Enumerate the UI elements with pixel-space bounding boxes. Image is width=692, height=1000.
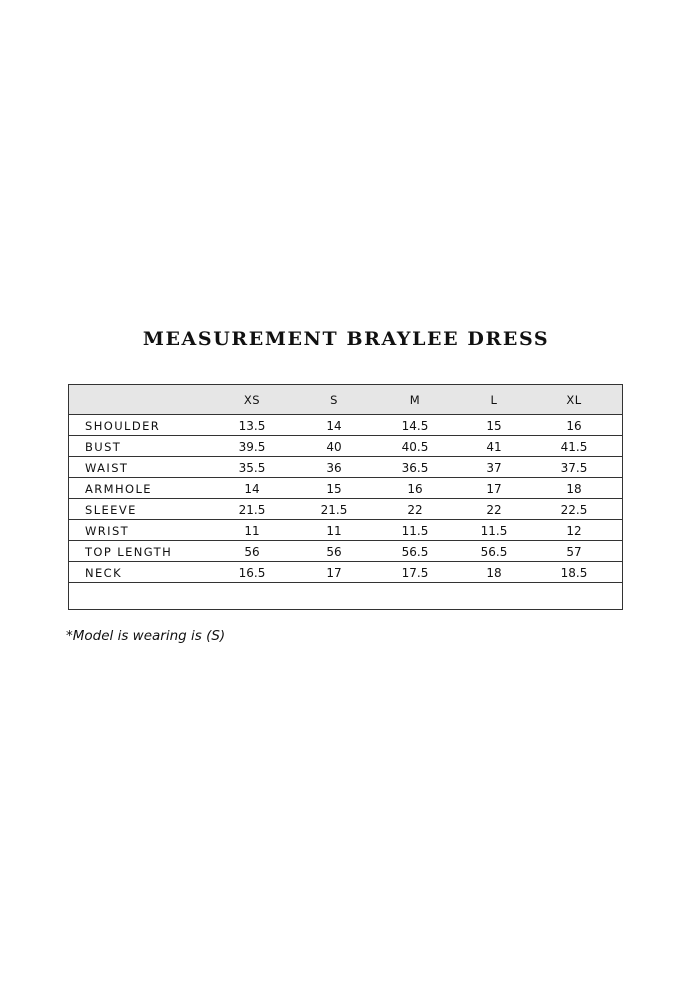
table-cell: 40 [326, 440, 342, 454]
table-cell: 40.5 [401, 440, 429, 454]
table-cell: 17.5 [401, 566, 429, 580]
table-cell: 15 [486, 419, 502, 433]
row-label: SHOULDER [85, 419, 161, 433]
row-label: WRIST [85, 524, 130, 538]
table-cell: 56.5 [401, 545, 429, 559]
table-cell: 21.5 [320, 503, 348, 517]
row-label: BUST [85, 440, 122, 454]
table-cell: 16 [407, 482, 423, 496]
table-cell: 21.5 [238, 503, 266, 517]
table-cell: 14 [244, 482, 260, 496]
table-cell: 17 [486, 482, 502, 496]
column-header-l: L [490, 393, 498, 407]
table-cell: 16.5 [238, 566, 266, 580]
table-cell: 11.5 [480, 524, 508, 538]
row-label: TOP LENGTH [85, 545, 173, 559]
table-cell: 39.5 [238, 440, 266, 454]
column-header-xs: XS [243, 393, 261, 407]
table-cell: 22.5 [560, 503, 588, 517]
table-cell: 37.5 [560, 461, 588, 475]
table-cell: 35.5 [238, 461, 266, 475]
table-row-shoulder [69, 415, 622, 436]
size-chart-table [68, 384, 623, 610]
table-cell: 16 [566, 419, 582, 433]
model-size-note: *Model is wearing is (S) [66, 628, 226, 644]
row-label: WAIST [85, 461, 129, 475]
table-row-waist [69, 457, 622, 478]
table-cell: 18.5 [560, 566, 588, 580]
table-header-row [69, 385, 622, 415]
table-cell: 56.5 [480, 545, 508, 559]
table-cell: 11.5 [401, 524, 429, 538]
table-row-sleeve [69, 499, 622, 520]
table-cell: 57 [566, 545, 582, 559]
table-cell: 17 [326, 566, 342, 580]
table-cell: 56 [326, 545, 342, 559]
table-cell: 14.5 [401, 419, 429, 433]
table-row-top-length [69, 541, 622, 562]
column-header-s: S [330, 393, 338, 407]
table-cell: 36 [326, 461, 342, 475]
column-header-xl: XL [566, 393, 582, 407]
table-cell: 56 [244, 545, 260, 559]
table-row-wrist [69, 520, 622, 541]
table-cell: 11 [326, 524, 342, 538]
table-cell: 18 [566, 482, 582, 496]
table-cell: 14 [326, 419, 342, 433]
row-label: SLEEVE [85, 503, 137, 517]
table-row-neck [69, 562, 622, 583]
table-row-bust [69, 436, 622, 457]
table-cell: 12 [566, 524, 582, 538]
table-cell: 11 [244, 524, 260, 538]
table-cell: 37 [486, 461, 502, 475]
table-cell: 22 [407, 503, 423, 517]
page-title: MEASUREMENT BRAYLEE DRESS [142, 328, 550, 350]
table-cell: 15 [326, 482, 342, 496]
row-label: NECK [85, 566, 123, 580]
column-header-m: M [409, 393, 421, 407]
row-label: ARMHOLE [85, 482, 152, 496]
table-cell: 36.5 [401, 461, 429, 475]
table-cell: 22 [486, 503, 502, 517]
table-row-armhole [69, 478, 622, 499]
table-cell: 41.5 [560, 440, 588, 454]
table-cell: 41 [486, 440, 502, 454]
table-cell: 13.5 [238, 419, 266, 433]
table-cell: 18 [486, 566, 502, 580]
